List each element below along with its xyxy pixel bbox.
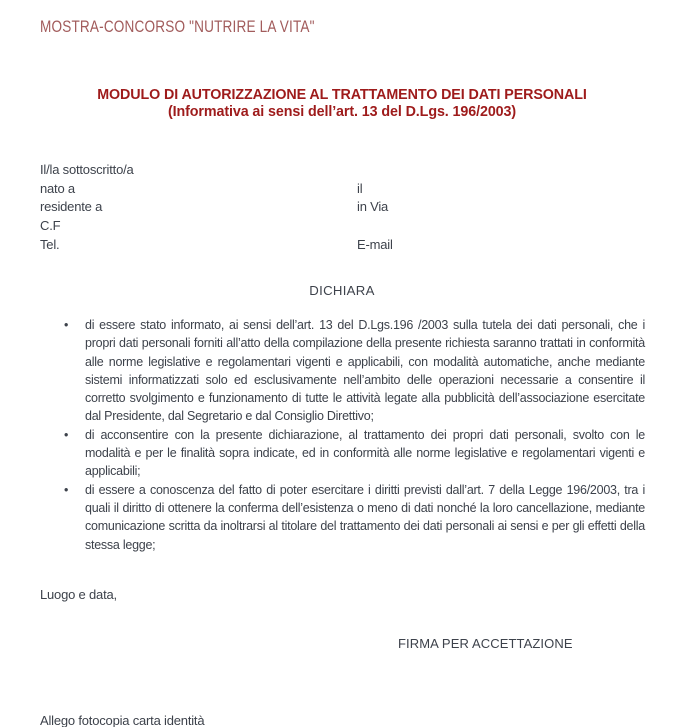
- form-row-residente: [40, 198, 644, 217]
- declaration-bullet-1: • di essere stato informato, ai sensi dell’art. 13 del D.Lgs.196 /2003 sulla tutela dei dati personali, che i propri dati personali forniti all’atto della compilazione della presente richiesta saranno trattati in conformità alle norme legislative e regolamentari vigenti e applicabili, con modalità automatiche, anche mediante sistemi informatizzati solo ed esclusivamente nell’ambito delle operazioni necessarie a consentire il corretto svolgimento e funzionamento di tutte le attività legate alla pubblicità dell’associazione esercitate dal Presidente, dal Segretario e dal Consiglio Direttivo;: [85, 316, 645, 426]
- declaration-bullet-3: • di essere a conoscenza del fatto di poter esercitare i diritti previsti dall’art. 7 della Legge 196/2003, tra i quali il diritto di ottenere la conferma dell’esistenza o meno di dati nonché la loro cancellazione, mediante comunicazione scritta da inoltrarsi al titolare del trattamento dei dati personali ai sensi e per gli effetti della stessa legge;: [85, 481, 645, 554]
- label-nato-a: nato a: [40, 180, 75, 196]
- form-row-tel: [40, 236, 644, 255]
- declaration-bullet-2: • di acconsentire con la presente dichiarazione, al trattamento dei propri dati personali, svolto con le modalità e per le finalità sopra indicate, ed in conformità alle norme legislative e regolamentari vigenti e applicabili;: [85, 426, 645, 481]
- label-cf: C.F: [40, 218, 61, 234]
- label-email: E-mail: [357, 236, 393, 252]
- label-tel: Tel.: [40, 236, 60, 252]
- declaration-bullet-list: [85, 316, 645, 554]
- form-heading: [0, 87, 684, 120]
- label-il: il: [357, 180, 363, 196]
- form-fields: [40, 161, 644, 255]
- signature-label: FIRMA PER ACCETTAZIONE: [398, 636, 573, 651]
- form-row-sottoscritto: [40, 161, 644, 180]
- label-sottoscritto: Il/la sottoscritto/a: [40, 162, 134, 177]
- label-cf-right: [357, 217, 644, 236]
- declaration-title: DICHIARA: [309, 283, 375, 298]
- label-residente-a: residente a: [40, 199, 103, 215]
- form-row-nato: [40, 180, 644, 199]
- label-in-via: in Via: [357, 199, 389, 215]
- place-date-label: Luogo e data,: [40, 587, 117, 602]
- attachment-note: Allego fotocopia carta identità: [40, 713, 205, 727]
- label-sottoscritto-right: [357, 161, 644, 180]
- form-row-cf: [40, 217, 644, 236]
- site-title: MOSTRA-CONCORSO "NUTRIRE LA VITA": [40, 17, 315, 36]
- form-heading-line2: (Informativa ai sensi dell’art. 13 del D.Lgs. 196/2003): [167, 103, 517, 120]
- form-heading-line1: MODULO DI AUTORIZZAZIONE AL TRATTAMENTO DEI DATI PERSONALI: [97, 87, 587, 103]
